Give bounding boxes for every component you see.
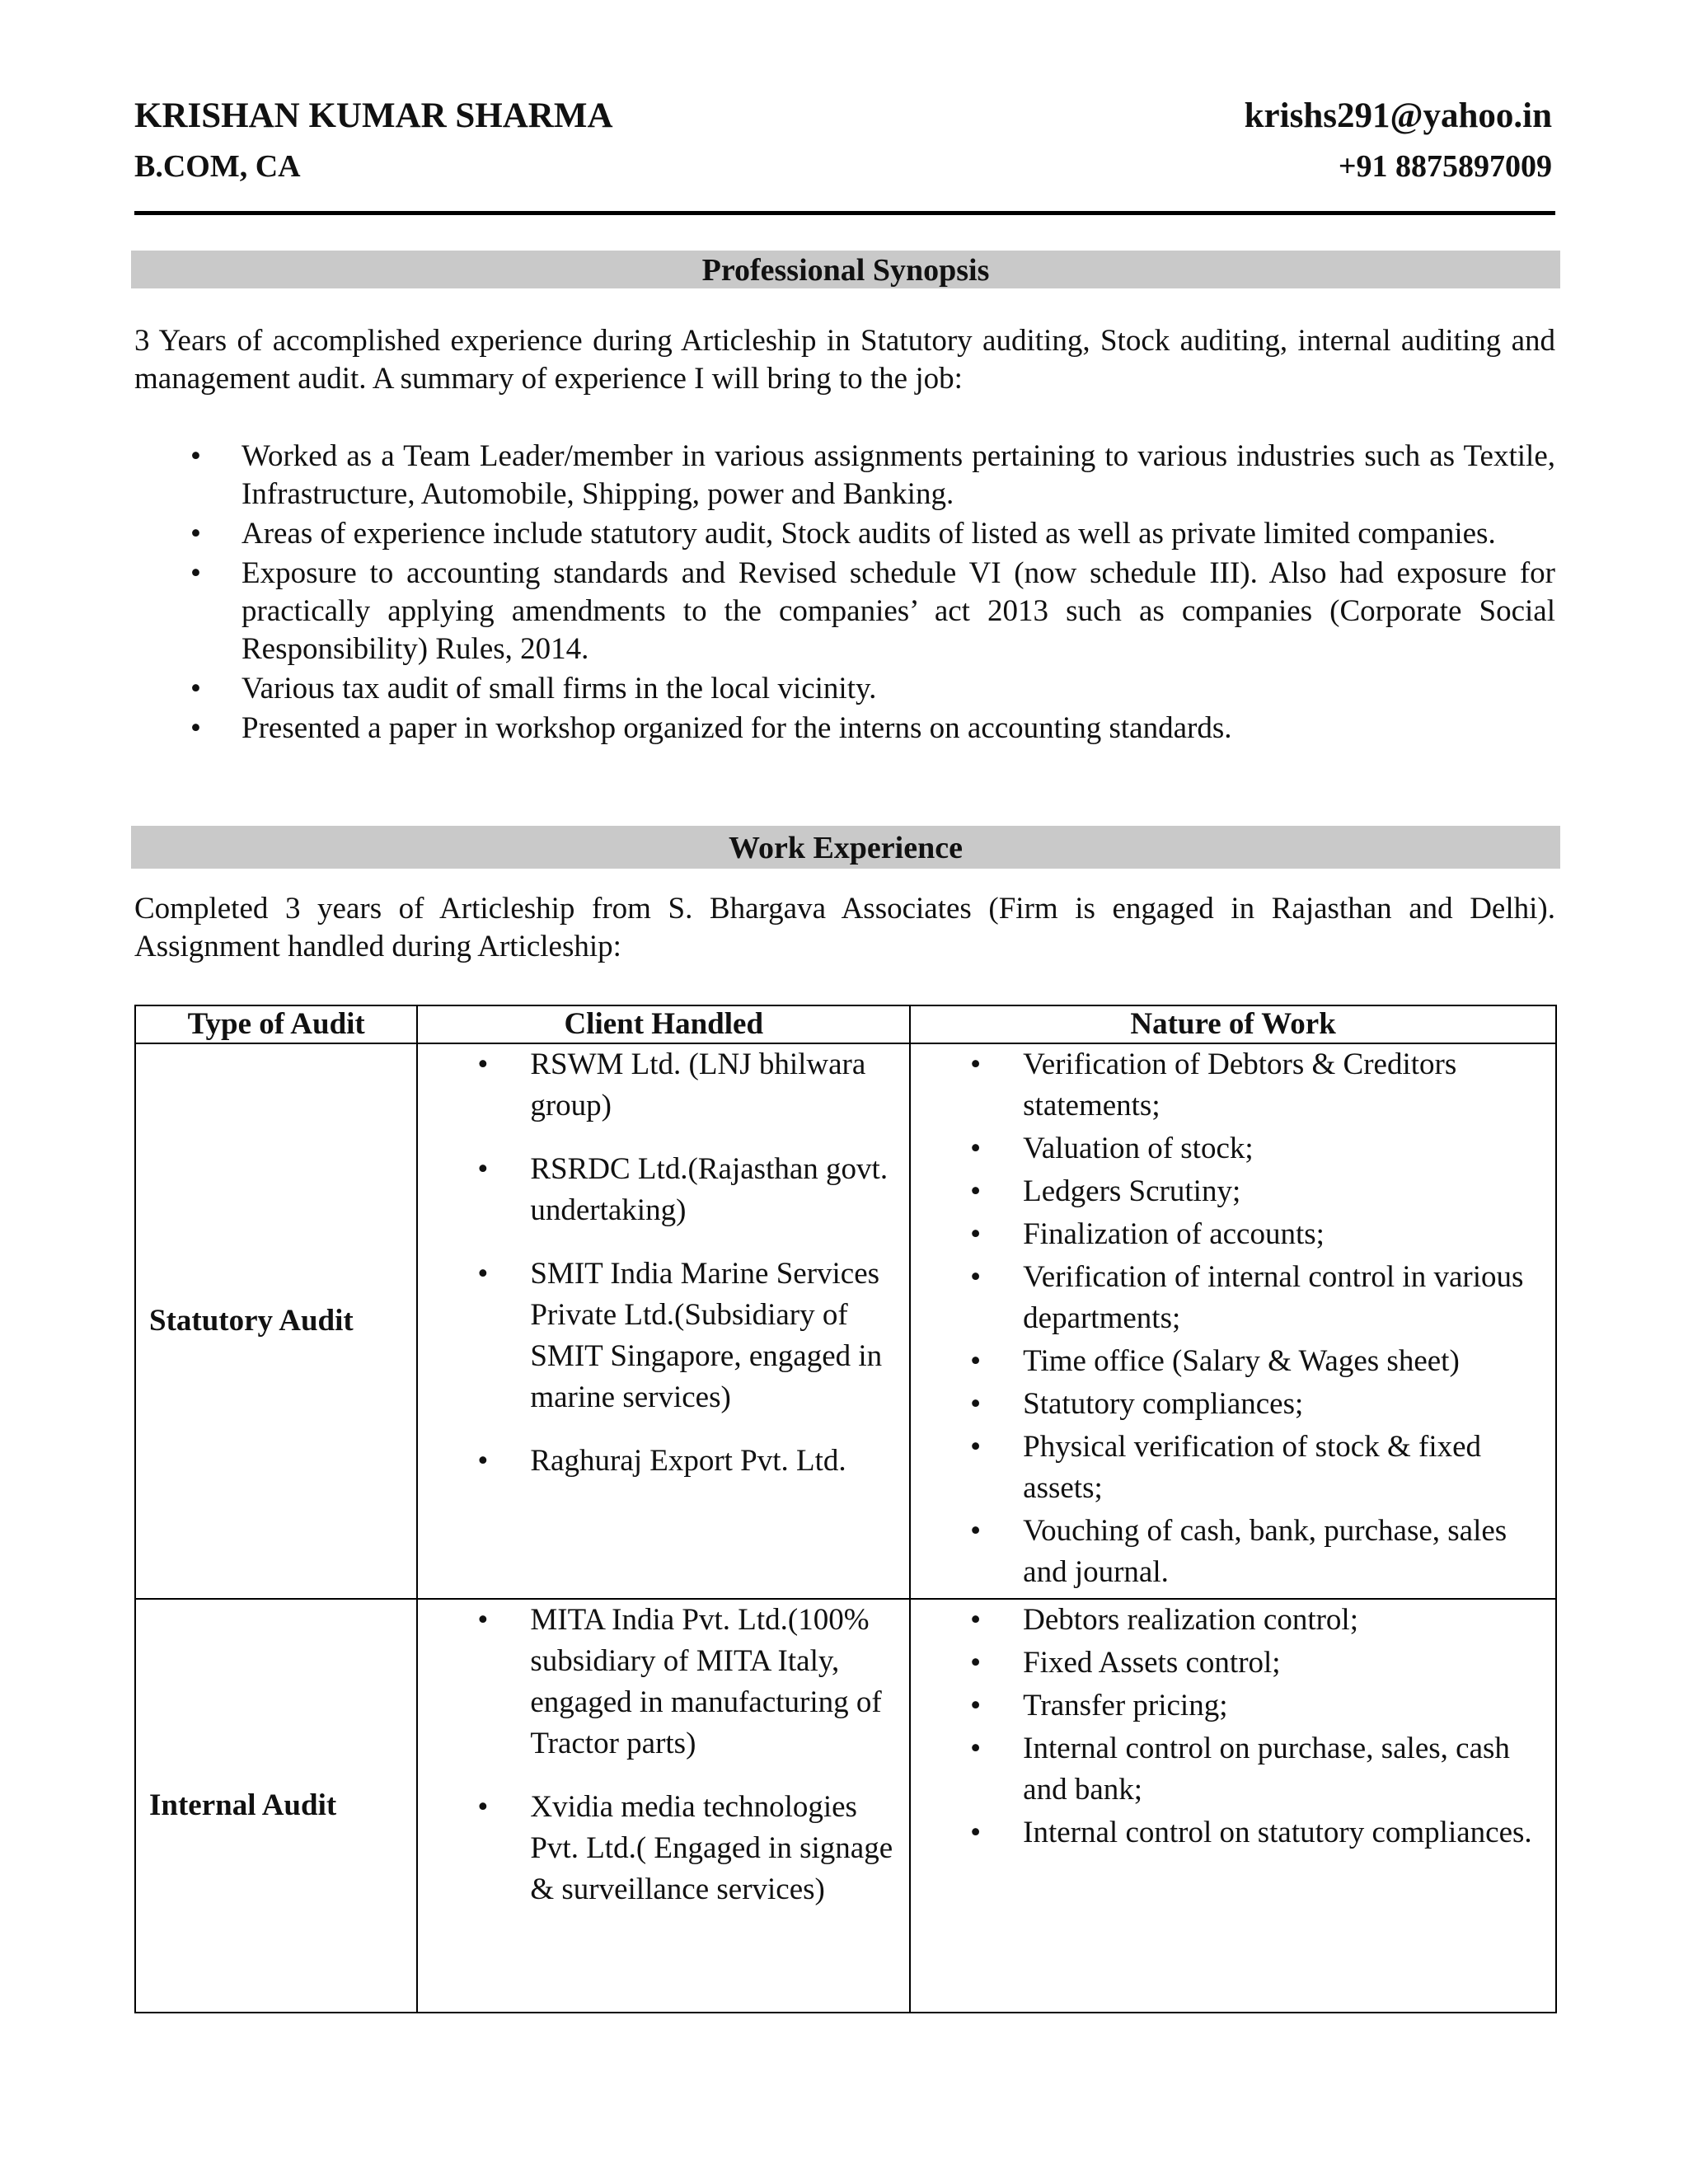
bullet-icon: • bbox=[970, 1646, 982, 1680]
synopsis-bullet-list bbox=[134, 438, 1555, 749]
list-item: • Physical verification of stock & fixed assets; bbox=[911, 1427, 1555, 1509]
list-item: • RSRDC Ltd.(Rajasthan govt. undertaking) bbox=[418, 1149, 909, 1231]
list-item: • Verification of internal control in various departments; bbox=[911, 1257, 1555, 1339]
clients-cell bbox=[417, 1043, 910, 1599]
audit-type-cell: Statutory Audit bbox=[135, 1043, 417, 1599]
bullet-icon: • bbox=[970, 1430, 982, 1464]
list-item: • Areas of experience include statutory audit, Stock audits of listed as well as private limited companies. bbox=[134, 515, 1555, 553]
candidate-name: KRISHAN KUMAR SHARMA bbox=[134, 96, 613, 135]
bullet-icon: • bbox=[970, 1387, 982, 1421]
phone-number[interactable]: +91 8875897009 bbox=[1338, 149, 1552, 184]
list-item: • Verification of Debtors & Creditors statements; bbox=[911, 1044, 1555, 1127]
list-item: • MITA India Pvt. Ltd.(100% subsidiary of MITA Italy, engaged in manufacturing of Tractor parts) bbox=[418, 1600, 909, 1765]
list-item: • Finalization of accounts; bbox=[911, 1214, 1555, 1255]
list-item: • Fixed Assets control; bbox=[911, 1643, 1555, 1684]
bullet-icon: • bbox=[970, 1816, 982, 1849]
bullet-icon: • bbox=[190, 672, 201, 705]
bullet-icon: • bbox=[477, 1152, 489, 1186]
bullet-icon: • bbox=[477, 1603, 489, 1637]
list-item: • Ledgers Scrutiny; bbox=[911, 1171, 1555, 1212]
list-item: • Statutory compliances; bbox=[911, 1384, 1555, 1425]
bullet-icon: • bbox=[190, 556, 201, 590]
list-item: • Valuation of stock; bbox=[911, 1128, 1555, 1169]
list-item: • Debtors realization control; bbox=[911, 1600, 1555, 1641]
column-header-nature: Nature of Work bbox=[910, 1005, 1556, 1043]
bullet-icon: • bbox=[190, 517, 201, 551]
bullet-icon: • bbox=[477, 1257, 489, 1291]
bullet-icon: • bbox=[970, 1174, 982, 1208]
clients-cell bbox=[417, 1599, 910, 2013]
table-row bbox=[135, 1043, 1556, 1599]
bullet-icon: • bbox=[477, 1790, 489, 1824]
nature-cell bbox=[910, 1043, 1556, 1599]
list-item: • Various tax audit of small firms in the local vicinity. bbox=[134, 670, 1555, 708]
nature-list bbox=[911, 1600, 1555, 1854]
header-divider bbox=[134, 211, 1555, 215]
bullet-icon: • bbox=[970, 1047, 982, 1081]
bullet-icon: • bbox=[190, 439, 201, 473]
client-list bbox=[418, 1044, 909, 1482]
list-item: • Exposure to accounting standards and Revised schedule VI (now schedule III). Also had exposure for practically applying amendments to the companies’ act 2013 such as companies (Corporate Social Responsibility) Rules, 2014. bbox=[190, 556, 1555, 666]
section-heading-synopsis: Professional Synopsis bbox=[131, 251, 1560, 288]
list-item: • Vouching of cash, bank, purchase, sales and journal. bbox=[911, 1511, 1555, 1593]
synopsis-intro: 3 Years of accomplished experience during Articleship in Statutory auditing, Stock auditing, internal auditing and management audit. A summary of experience I will bring to the job: bbox=[134, 324, 1555, 396]
audit-type-cell: Internal Audit bbox=[135, 1599, 417, 2013]
section-heading-work: Work Experience bbox=[131, 826, 1560, 869]
bullet-icon: • bbox=[190, 711, 201, 745]
nature-list bbox=[911, 1044, 1555, 1593]
list-item: • SMIT India Marine Services Private Ltd.(Subsidiary of SMIT Singapore, engaged in marine services) bbox=[418, 1254, 909, 1418]
table-header-row bbox=[135, 1005, 1556, 1043]
list-item: • Transfer pricing; bbox=[911, 1685, 1555, 1727]
list-item: • Internal control on statutory compliances. bbox=[911, 1812, 1555, 1854]
work-intro: Completed 3 years of Articleship from S. Bhargava Associates (Firm is engaged in Rajasthan and Delhi). Assignment handled during Articleship: bbox=[134, 892, 1555, 963]
bullet-icon: • bbox=[477, 1444, 489, 1478]
header-second-row bbox=[134, 148, 1552, 185]
list-item: • Xvidia media technologies Pvt. Ltd.( Engaged in signage & surveillance services) bbox=[418, 1787, 909, 1910]
column-header-type: Type of Audit bbox=[135, 1005, 417, 1043]
bullet-icon: • bbox=[970, 1260, 982, 1294]
list-item: • Raghuraj Export Pvt. Ltd. bbox=[418, 1441, 909, 1482]
bullet-icon: • bbox=[477, 1047, 489, 1081]
nature-cell bbox=[910, 1599, 1556, 2013]
bullet-icon: • bbox=[970, 1689, 982, 1722]
list-item: • Time office (Salary & Wages sheet) bbox=[911, 1341, 1555, 1382]
list-item: • Worked as a Team Leader/member in various assignments pertaining to various industries such as Textile, Infrastructure, Automobile, Shipping, power and Banking. bbox=[190, 439, 1555, 511]
table-row bbox=[135, 1599, 1556, 2013]
bullet-icon: • bbox=[970, 1132, 982, 1165]
qualification: B.COM, CA bbox=[134, 149, 301, 184]
bullet-icon: • bbox=[970, 1344, 982, 1378]
list-item: • Internal control on purchase, sales, cash and bank; bbox=[911, 1728, 1555, 1811]
bullet-icon: • bbox=[970, 1603, 982, 1637]
email-address[interactable]: krishs291@yahoo.in bbox=[1244, 96, 1552, 135]
list-item: • RSWM Ltd. (LNJ bhilwara group) bbox=[418, 1044, 909, 1127]
column-header-client: Client Handled bbox=[417, 1005, 910, 1043]
header-top-row bbox=[134, 96, 1552, 136]
audit-table bbox=[134, 1005, 1557, 2013]
bullet-icon: • bbox=[970, 1514, 982, 1548]
bullet-icon: • bbox=[970, 1217, 982, 1251]
client-list bbox=[418, 1600, 909, 1910]
bullet-icon: • bbox=[970, 1732, 982, 1765]
list-item: • Presented a paper in workshop organized for the interns on accounting standards. bbox=[134, 710, 1555, 748]
